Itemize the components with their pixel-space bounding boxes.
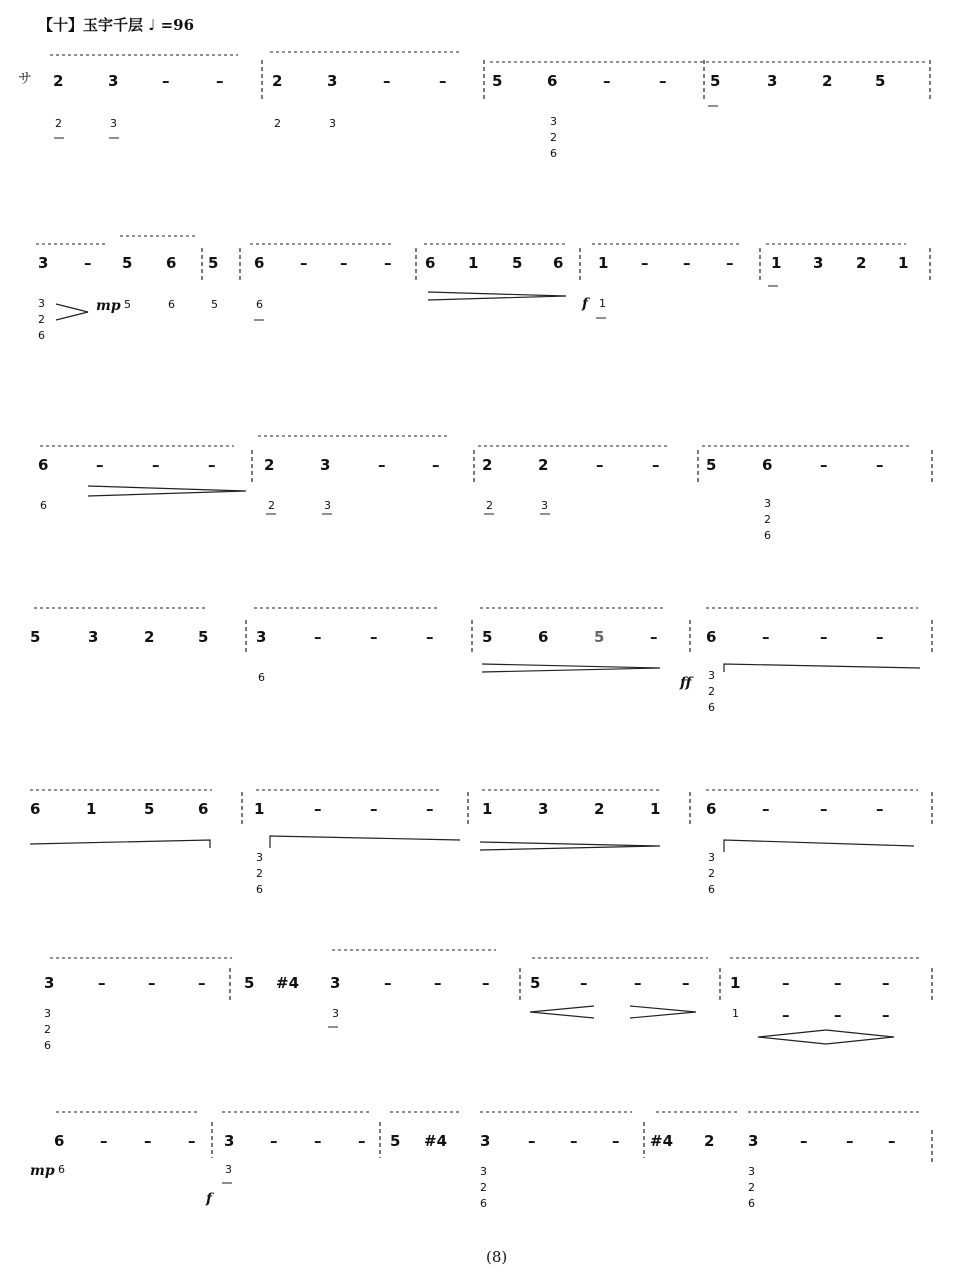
note: 6: [166, 254, 177, 272]
note: 6: [198, 800, 209, 818]
note: 5: [390, 1132, 401, 1150]
dash: –: [432, 456, 440, 474]
dash: –: [84, 254, 92, 272]
note: 5: [30, 628, 41, 646]
note: 3: [538, 800, 549, 818]
note: 1: [650, 800, 661, 818]
sub-note: 2: [256, 867, 263, 880]
sub-note: 5: [124, 298, 131, 311]
note: 6: [706, 628, 717, 646]
dash: –: [882, 974, 890, 992]
note: 5: [875, 72, 886, 90]
note: 3: [224, 1132, 235, 1150]
sub-note: 1: [732, 1007, 739, 1020]
section-title-text: 【十】玉宇千层: [38, 16, 144, 34]
note: 3: [256, 628, 267, 646]
dash: –: [370, 628, 378, 646]
sub-note: 2: [748, 1181, 755, 1194]
sub-note: 2: [708, 867, 715, 880]
sub-note: 2: [55, 117, 62, 130]
dynamic-mp: mp: [96, 298, 121, 314]
note: 5: [530, 974, 541, 992]
sub-note: 1: [599, 297, 606, 310]
note: 5: [122, 254, 133, 272]
dash: –: [270, 1132, 278, 1150]
sub-note: 3: [748, 1165, 755, 1178]
dash: –: [652, 456, 660, 474]
sub-note: 2: [44, 1023, 51, 1036]
note: 2: [822, 72, 833, 90]
note: 2: [856, 254, 867, 272]
note: 6: [762, 456, 773, 474]
sub-note: 3: [332, 1007, 339, 1020]
sub-note: 6: [256, 298, 263, 311]
sub-note: 3: [44, 1007, 51, 1020]
dash: –: [641, 254, 649, 272]
note: 3: [767, 72, 778, 90]
sub-note: 6: [38, 329, 45, 342]
sub-note: 2: [550, 131, 557, 144]
dash: –: [888, 1132, 896, 1150]
note: 2: [53, 72, 64, 90]
note: 6: [538, 628, 549, 646]
note: 5: [208, 254, 219, 272]
note: 3: [330, 974, 341, 992]
dash: –: [314, 800, 322, 818]
quarter-note-icon: ♩: [148, 16, 156, 34]
dash: –: [528, 1132, 536, 1150]
dash: –: [650, 628, 658, 646]
dash: –: [98, 974, 106, 992]
sub-note: 6: [708, 883, 715, 896]
sub-note: 6: [748, 1197, 755, 1210]
dash: –: [834, 974, 842, 992]
note: 2: [144, 628, 155, 646]
note: 1: [598, 254, 609, 272]
dash: –: [426, 800, 434, 818]
dash: –: [846, 1132, 854, 1150]
dash: –: [314, 1132, 322, 1150]
sub-note: 3: [708, 851, 715, 864]
dash: –: [208, 456, 216, 474]
note: 3: [813, 254, 824, 272]
note: 2: [594, 800, 605, 818]
dash: –: [876, 456, 884, 474]
note-sharp: #4: [424, 1132, 448, 1150]
sub-note: 6: [708, 701, 715, 714]
sub-note: 6: [168, 298, 175, 311]
dash: –: [570, 1132, 578, 1150]
sub-note: 2: [486, 499, 493, 512]
dash: –: [370, 800, 378, 818]
sub-note: 2: [274, 117, 281, 130]
dash: –: [96, 456, 104, 474]
note-sharp: #4: [276, 974, 300, 992]
note: 6: [30, 800, 41, 818]
sub-note: 2: [38, 313, 45, 326]
note: 3: [327, 72, 338, 90]
note: 1: [898, 254, 909, 272]
dash: –: [314, 628, 322, 646]
note: 1: [468, 254, 479, 272]
dash: –: [876, 628, 884, 646]
sub-note: 3: [225, 1163, 232, 1176]
sub-note: 3: [708, 669, 715, 682]
sub-note: 3: [324, 499, 331, 512]
note: 5: [512, 254, 523, 272]
sub-note: 6: [58, 1163, 65, 1176]
sub-note: 3: [110, 117, 117, 130]
note: 5: [706, 456, 717, 474]
dash: –: [834, 1006, 842, 1024]
note: 2: [272, 72, 283, 90]
sub-note: 3: [329, 117, 336, 130]
sub-note: 6: [550, 147, 557, 160]
dash: –: [820, 800, 828, 818]
dash: –: [659, 72, 667, 90]
dash: –: [596, 456, 604, 474]
page-number: (8): [486, 1248, 508, 1266]
dash: –: [820, 628, 828, 646]
sub-marks: [54, 106, 778, 1183]
dash: –: [726, 254, 734, 272]
sub-note: 3: [38, 297, 45, 310]
dash: –: [378, 456, 386, 474]
note: 3: [88, 628, 99, 646]
note: 2: [482, 456, 493, 474]
sub-note: 2: [268, 499, 275, 512]
dashed-lines: [30, 52, 926, 1112]
sub-note: 6: [256, 883, 263, 896]
sub-note: 3: [480, 1165, 487, 1178]
note: 6: [54, 1132, 65, 1150]
dash: –: [820, 456, 828, 474]
note: 6: [254, 254, 265, 272]
note-sharp: #4: [650, 1132, 674, 1150]
sub-note: 6: [258, 671, 265, 684]
dash: –: [144, 1132, 152, 1150]
sub-note: 6: [764, 529, 771, 542]
dash: –: [152, 456, 160, 474]
dash: –: [384, 974, 392, 992]
dynamic-f: f: [206, 1191, 213, 1207]
dash: –: [198, 974, 206, 992]
dash: –: [188, 1132, 196, 1150]
note: 3: [108, 72, 119, 90]
note: 2: [538, 456, 549, 474]
sub-note: 5: [211, 298, 218, 311]
dash: –: [580, 974, 588, 992]
note: 1: [482, 800, 493, 818]
note: 1: [730, 974, 741, 992]
note: 3: [320, 456, 331, 474]
sub-note: 3: [764, 497, 771, 510]
sub-note: 2: [708, 685, 715, 698]
note: 5: [482, 628, 493, 646]
dash: –: [426, 628, 434, 646]
dash: –: [882, 1006, 890, 1024]
note: 5: [594, 628, 605, 646]
dynamic-mp: mp: [30, 1163, 55, 1179]
dash: –: [383, 72, 391, 90]
dash: –: [100, 1132, 108, 1150]
dash: –: [434, 974, 442, 992]
note: 6: [38, 456, 49, 474]
dash: –: [782, 974, 790, 992]
dash: –: [612, 1132, 620, 1150]
sub-note: 2: [764, 513, 771, 526]
sub-note: 3: [256, 851, 263, 864]
dash: –: [482, 974, 490, 992]
dynamic-f: f: [582, 296, 589, 312]
dash: –: [876, 800, 884, 818]
barlines: [202, 60, 932, 1164]
hairpins: [30, 292, 920, 1044]
note: 3: [480, 1132, 491, 1150]
dash: –: [384, 254, 392, 272]
sub-note: 3: [541, 499, 548, 512]
dash: –: [634, 974, 642, 992]
dash: –: [603, 72, 611, 90]
note: 6: [425, 254, 436, 272]
note: 1: [86, 800, 97, 818]
note: 5: [144, 800, 155, 818]
note: 1: [771, 254, 782, 272]
sub-note: 3: [550, 115, 557, 128]
note: 5: [492, 72, 503, 90]
dash: –: [762, 800, 770, 818]
dynamic-ff: ff: [680, 675, 692, 691]
note: 6: [706, 800, 717, 818]
dash: –: [340, 254, 348, 272]
dash: –: [683, 254, 691, 272]
note: 6: [547, 72, 558, 90]
instrument-label: サ: [18, 71, 32, 87]
note: 5: [710, 72, 721, 90]
dash: –: [358, 1132, 366, 1150]
note: 1: [254, 800, 265, 818]
tempo-marking: =96: [160, 16, 195, 34]
note: 5: [198, 628, 209, 646]
dash: –: [439, 72, 447, 90]
sub-note: 6: [480, 1197, 487, 1210]
dash: –: [216, 72, 224, 90]
sub-note: 6: [44, 1039, 51, 1052]
note: 6: [553, 254, 564, 272]
dash: –: [682, 974, 690, 992]
dash: –: [148, 974, 156, 992]
note: 3: [38, 254, 49, 272]
dash: –: [800, 1132, 808, 1150]
note: 3: [748, 1132, 759, 1150]
dash: –: [300, 254, 308, 272]
sub-note: 2: [480, 1181, 487, 1194]
sub-note: 6: [40, 499, 47, 512]
note: 2: [264, 456, 275, 474]
note: 2: [704, 1132, 715, 1150]
note: 5: [244, 974, 255, 992]
dash: –: [162, 72, 170, 90]
dash: –: [782, 1006, 790, 1024]
note: 3: [44, 974, 55, 992]
dash: –: [762, 628, 770, 646]
